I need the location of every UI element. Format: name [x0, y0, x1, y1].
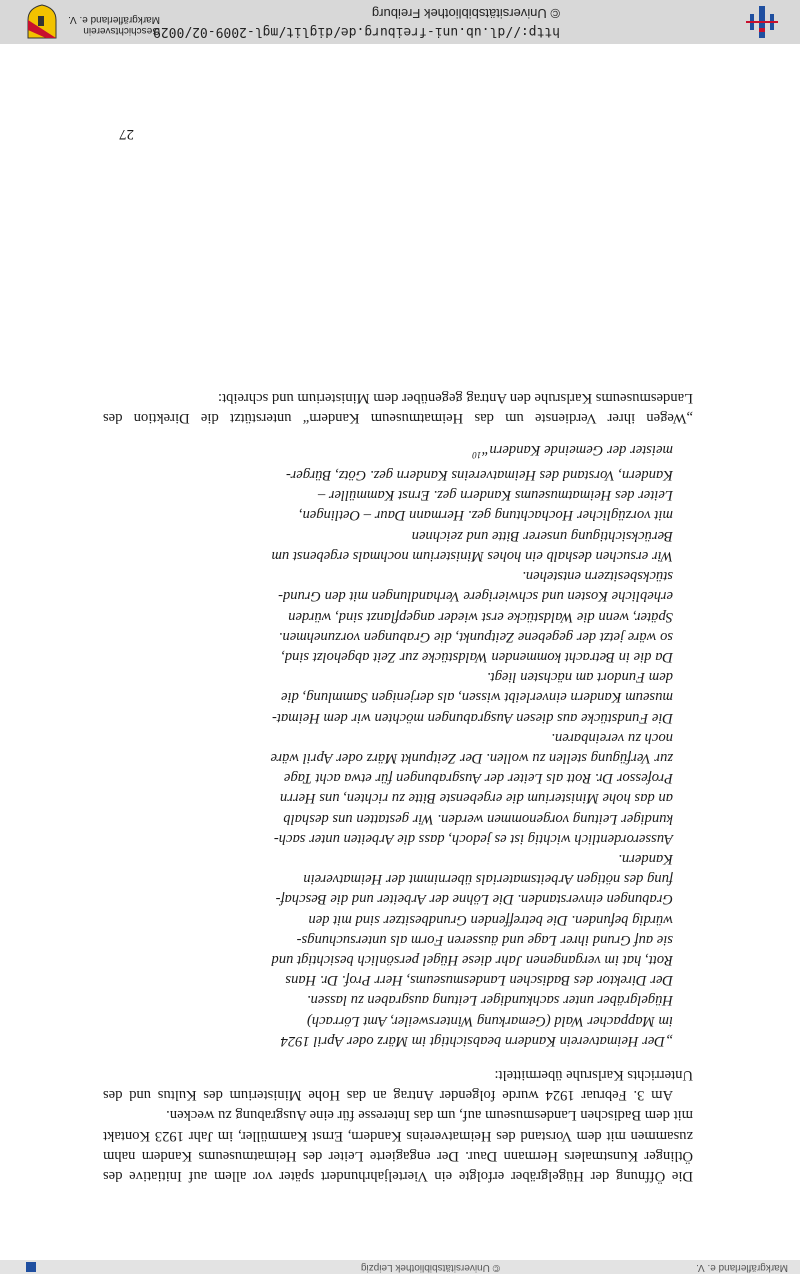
intro-paragraph-2: Am 3. Februar 1924 wurde folgender Antrag an das Hohe Ministerium des Kultus und des Unterrichts Karlsruhe übermittelt: — [103, 1066, 693, 1104]
quote-line: dem Fundort am nächsten liegt. — [486, 669, 673, 686]
quote-line: Der Direktor des Badischen Landesmuseums, Herr Prof. Dr. Hans — [285, 972, 673, 989]
quote-line: Ausserordentlich wichtig ist es jedoch, dass die Arbeiten unter sach- — [273, 830, 673, 847]
quote-line: stücksbesitzern entstehen. — [522, 568, 673, 585]
page-number: 27 — [119, 126, 134, 142]
quote-line: Wir ersuchen deshalb ein hohes Ministerium nochmals ergebenst um — [271, 547, 673, 564]
quote-line: Grabungen einverstanden. Die Löhne der Arbeiter und die Beschaf- — [275, 891, 673, 908]
quote-line: Kandern, Vorstand des Heimatvereins Kandern gez. Götz, Bürger- — [286, 467, 673, 484]
quote-line: „Der Heimatverein Kandern beabsichtigt im März oder April 1924 — [280, 1032, 673, 1049]
quote-line: museum Kandern einverleibt wissen, als derjenigen Sammlung, die — [281, 689, 673, 706]
footer-url-link[interactable]: http://dl.ub.uni-freiburg.de/diglit/mgl-2009-02/0029 — [153, 24, 560, 39]
quote-line: meister der Gemeinde Kandern“ — [481, 442, 673, 459]
quote-line: Hügelgräber unter sachkundiger Leitung ausgraben zu lassen. — [306, 992, 673, 1009]
quote-line: erhebliche Kosten und schwierigere Verhandlungen mit den Grund- — [278, 588, 673, 605]
quote-line: Berücksichtigung unserer Bitte und zeichnen — [411, 527, 673, 544]
ub-freiburg-logo-icon — [744, 4, 780, 40]
quote-last-line — [103, 440, 673, 465]
society-line-2: Markgräflerland e. V. — [68, 14, 160, 25]
top-society-text: Markgräflerland e. V. — [696, 1262, 788, 1273]
footer-bar — [0, 0, 800, 44]
footer-society-name — [68, 14, 160, 36]
top-strip — [0, 1259, 800, 1274]
intro-paragraph-1: Die Öffnung der Hügelgräber erfolgte ein Vierteljahrhundert später vor allem auf Initiative des Ötlinger Kunstmalers Hermann Daur. Der engagierte Leiter des Heimatmuseums Kandern nahm zusammen mit dem Vorstand des Heimatvereins Kandern, Ernst Kammüller, im Jahr 1923 Kontakt mit dem Badischen Landesmuseum auf, um das Interesse für eine Ausgrabung zu wecken. — [103, 1107, 693, 1184]
quote-line: Da die in Betracht kommenden Waldstücke zur Zeit abgeholzt sind, — [281, 648, 673, 665]
quote-line: noch zu vereinbaren. — [551, 729, 673, 746]
footer-copyright: © Universitätsbibliothek Freiburg — [371, 6, 560, 21]
document-page — [0, 44, 800, 1260]
quote-line: Kandern. — [618, 850, 673, 867]
quote-line: im Mappacher Wald (Gemarkung Wintersweiler, Amt Lörrach) — [306, 1012, 673, 1029]
footnote-marker: 10 — [472, 449, 482, 460]
quote-line: sie auf Grund ihrer Lage und äusseren Form als untersuchungs- — [296, 931, 673, 948]
quote-line: Die Fundstücke aus diesen Ausgrabungen möchten wir dem Heimat- — [272, 709, 673, 726]
quoted-application-letter — [103, 440, 693, 1051]
quote-line: Professor Dr. Rott als Leiter der Ausgrabungen für etwa acht Tage — [283, 770, 673, 787]
quote-line: mit vorzüglicher Hochachtung gez. Hermann Daur – Oetlingen, — [298, 507, 673, 524]
top-copyright-text: © Universitätsbibliothek Leipzig — [360, 1262, 500, 1273]
quote-line: Rott, hat im vergangenen Jahr diese Hügel persönlich besichtigt und — [271, 951, 673, 968]
quote-line: kundiger Leitung vorgenommen werden. Wir gestatten uns deshalb — [283, 810, 673, 827]
quote-line: zur Verfügung stellen zu wollen. Der Zeitpunkt März oder April wäre — [270, 749, 673, 766]
following-paragraph: „Wegen ihrer Verdienste um das Heimatmuseum Kandern“ unterstützt die Direktion des Landesmuseums Karlsruhe den Antrag gegenüber dem Ministerium und schreibt: — [103, 389, 693, 426]
society-crest-icon — [26, 4, 58, 40]
quote-line: fung des nötigen Arbeitsmaterials übernimmt der Heimatverein — [303, 871, 673, 888]
top-logo-icon — [26, 1262, 36, 1272]
quote-line: Später, wenn die Waldstücke erst wieder angepflanzt sind, würden — [288, 608, 673, 625]
society-line-1: Geschichtsverein — [83, 25, 160, 36]
document-body — [103, 387, 693, 1186]
quote-line: Leiter des Heimatmuseums Kandern gez. Ernst Kammüller – — [317, 487, 673, 504]
quote-line: so wäre jetzt der gegebene Zeitpunkt, die Grabungen vorzunehmen. — [278, 628, 673, 645]
quote-line: an das hohe Ministerium die ergebenste Bitte zu richten, uns Herrn — [279, 790, 673, 807]
quote-line: würdig befunden. Die betreffenden Grundbesitzer sind mit den — [308, 911, 673, 928]
